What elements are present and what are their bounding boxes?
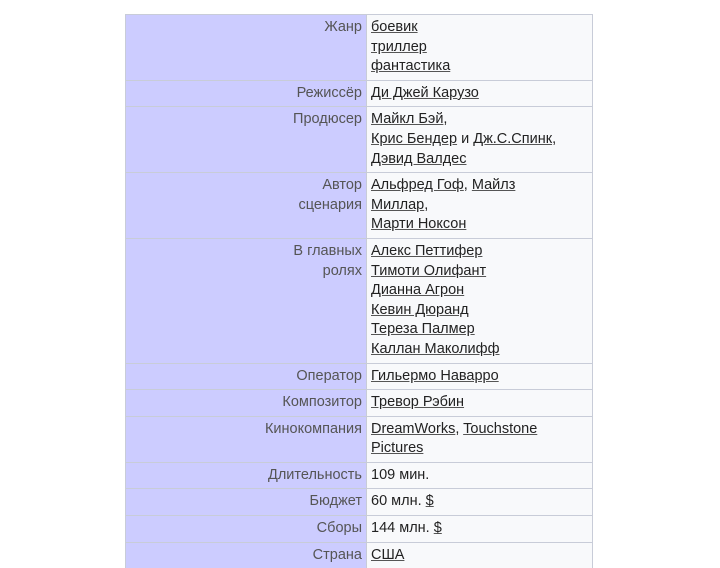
value-line (371, 215, 592, 235)
infobox-row-value (367, 363, 593, 390)
infobox-row-value (367, 173, 593, 239)
infobox-row-label (126, 15, 367, 81)
infobox-row (126, 173, 593, 239)
value-link[interactable]: боевик (371, 19, 418, 35)
value-text: , (464, 177, 472, 193)
infobox-row (126, 363, 593, 390)
value-line (371, 130, 592, 150)
infobox-row-value (367, 80, 593, 107)
value-line (371, 439, 592, 459)
label-text: Страна (126, 546, 362, 566)
value-link[interactable]: Каллан Маколифф (371, 341, 500, 357)
value-line (371, 320, 592, 340)
value-link[interactable]: Кевин Дюранд (371, 302, 469, 318)
infobox-body (126, 15, 593, 568)
infobox-row-label (126, 416, 367, 462)
value-line (371, 262, 592, 282)
value-link[interactable]: Дж.С.Спинк (473, 131, 552, 147)
label-text: Продюсер (126, 110, 362, 130)
value-line (371, 546, 592, 566)
label-text: Композитор (126, 393, 362, 413)
value-link[interactable]: Майкл Бэй (371, 111, 443, 127)
value-line (371, 242, 592, 262)
value-link[interactable]: Майлз (472, 177, 516, 193)
value-link[interactable]: Тереза Палмер (371, 321, 475, 337)
infobox-row (126, 489, 593, 516)
value-line (371, 367, 592, 387)
label-text: Длительность (126, 466, 362, 486)
value-link[interactable]: Альфред Гоф (371, 177, 464, 193)
infobox-row-value (367, 15, 593, 81)
infobox-row (126, 390, 593, 417)
value-line (371, 57, 592, 77)
infobox-row-label (126, 390, 367, 417)
value-link[interactable]: США (371, 547, 404, 563)
value-link[interactable]: фантастика (371, 58, 450, 74)
value-link[interactable]: Алекс Петтифер (371, 243, 482, 259)
value-link[interactable]: Ди Джей Карузо (371, 85, 479, 101)
value-link[interactable]: Гильермо Наварро (371, 368, 499, 384)
label-text: Кинокомпания (126, 420, 362, 440)
label-text: сценария (126, 196, 362, 216)
infobox-row-label (126, 489, 367, 516)
label-text: Жанр (126, 18, 362, 38)
value-line (371, 150, 592, 170)
infobox-row-value (367, 542, 593, 568)
infobox-row-label (126, 542, 367, 568)
infobox-row-label (126, 173, 367, 239)
infobox-row-label (126, 363, 367, 390)
value-text: , (455, 421, 463, 437)
value-text: , (552, 131, 556, 147)
value-link[interactable]: Тимоти Олифант (371, 263, 486, 279)
infobox-row-value (367, 416, 593, 462)
value-line (371, 393, 592, 413)
infobox-row (126, 516, 593, 543)
value-line (371, 110, 592, 130)
infobox-row-value (367, 489, 593, 516)
label-text: Оператор (126, 367, 362, 387)
value-text: 144 млн. (371, 520, 434, 536)
value-line (371, 281, 592, 301)
infobox-row-value (367, 238, 593, 363)
value-link[interactable]: Крис Бендер (371, 131, 457, 147)
label-text: Бюджет (126, 492, 362, 512)
value-line (371, 519, 592, 539)
value-line (371, 301, 592, 321)
infobox-row-value (367, 462, 593, 489)
label-text: Режиссёр (126, 84, 362, 104)
label-text: ролях (126, 262, 362, 282)
infobox-row (126, 462, 593, 489)
film-infobox (125, 14, 593, 568)
infobox-row-label (126, 516, 367, 543)
infobox-row (126, 107, 593, 173)
value-link[interactable]: Марти Ноксон (371, 216, 466, 232)
label-text: В главных (126, 242, 362, 262)
label-text: Сборы (126, 519, 362, 539)
infobox-row-value (367, 516, 593, 543)
value-text: 109 мин. (371, 467, 429, 483)
infobox-row (126, 80, 593, 107)
infobox-row-label (126, 462, 367, 489)
value-line (371, 84, 592, 104)
value-link[interactable]: Touchstone (463, 421, 537, 437)
label-text: Автор (126, 176, 362, 196)
value-link[interactable]: Тревор Рэбин (371, 394, 464, 410)
infobox-row-label (126, 238, 367, 363)
value-line (371, 18, 592, 38)
value-line (371, 196, 592, 216)
value-line (371, 38, 592, 58)
value-line (371, 176, 592, 196)
value-link[interactable]: $ (434, 520, 442, 536)
value-link[interactable]: Дианна Агрон (371, 282, 464, 298)
value-line (371, 420, 592, 440)
value-line (371, 466, 592, 486)
infobox-row-value (367, 107, 593, 173)
infobox-row-label (126, 80, 367, 107)
value-link[interactable]: $ (426, 493, 434, 509)
infobox-row (126, 416, 593, 462)
value-link[interactable]: триллер (371, 39, 427, 55)
value-link[interactable]: DreamWorks (371, 421, 455, 437)
value-text: , (443, 111, 447, 127)
infobox-row (126, 542, 593, 568)
value-line (371, 492, 592, 512)
value-link[interactable]: Миллар (371, 197, 424, 213)
value-text: 60 млн. (371, 493, 426, 509)
infobox-row (126, 238, 593, 363)
value-link[interactable]: Дэвид Валдес (371, 151, 466, 167)
value-link[interactable]: Pictures (371, 440, 423, 456)
value-line (371, 340, 592, 360)
infobox-row-label (126, 107, 367, 173)
value-text: , (424, 197, 428, 213)
value-text: и (457, 131, 473, 147)
infobox-row-value (367, 390, 593, 417)
infobox-row (126, 15, 593, 81)
